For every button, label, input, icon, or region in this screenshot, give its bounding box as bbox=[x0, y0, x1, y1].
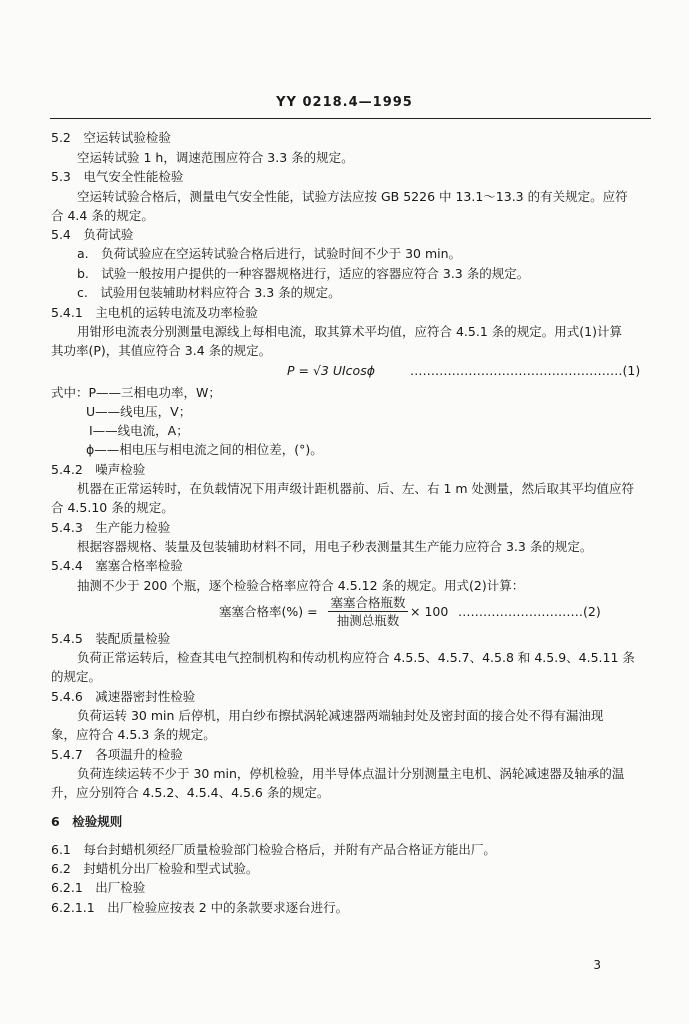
section-heading: 5.4 负荷试验 bbox=[51, 227, 134, 242]
variable-definition: ϕ——相电压与相电流之间的相位差，(°)。 bbox=[86, 442, 323, 457]
paragraph-line: 空运转试验合格后，测量电气安全性能，试验方法应按 GB 5226 中 13.1～13.3 的有关规定。应符 bbox=[77, 189, 628, 204]
paragraph-line: 象，应符合 4.5.3 条的规定。 bbox=[51, 727, 216, 742]
paragraph-line: 6.2.1.1 出厂检验应按表 2 中的条款要求逐台进行。 bbox=[51, 900, 349, 915]
variable-definition: I——线电流，A； bbox=[89, 423, 189, 438]
fraction-bar bbox=[328, 611, 408, 612]
paragraph-line: 的规定。 bbox=[51, 669, 102, 684]
page-header: YY 0218.4—1995 bbox=[276, 95, 413, 110]
paragraph-line: 机器在正常运转时，在负载情况下用声级计距机器前、后、左、右 1 m 处测量，然后取其平均值应符 bbox=[77, 481, 635, 496]
chapter-heading: 6 检验规则 bbox=[51, 814, 123, 829]
equation-1: P = √3 UIcosϕ bbox=[287, 363, 375, 378]
paragraph-line: 抽测不少于 200 个瓶，逐个检验合格率应符合 4.5.12 条的规定。用式(2)计算： bbox=[77, 578, 525, 593]
paragraph-line: 负荷运转 30 min 后停机，用白纱布擦拭涡轮减速器两端轴封处及密封面的接合处不得有漏油现 bbox=[77, 708, 604, 723]
section-heading: 5.4.7 各项温升的检验 bbox=[51, 747, 183, 762]
section-heading: 5.4.1 主电机的运转电流及功率检验 bbox=[51, 305, 258, 320]
page-number: 3 bbox=[593, 958, 601, 972]
variable-definition: U——线电压，V； bbox=[86, 404, 192, 419]
paragraph-line: 其功率(P)，其值应符合 3.4 条的规定。 bbox=[51, 343, 272, 358]
equation-2-rhs: × 100 bbox=[410, 604, 449, 619]
section-heading: 5.4.3 生产能力检验 bbox=[51, 520, 171, 535]
section-heading: 5.3 电气安全性能检验 bbox=[51, 169, 184, 184]
paragraph-line: 空运转试验 1 h，调速范围应符合 3.3 条的规定。 bbox=[77, 150, 354, 165]
paragraph-line: 合 4.5.10 条的规定。 bbox=[51, 500, 174, 515]
section-heading: 5.4.5 装配质量检验 bbox=[51, 631, 171, 646]
equation-2-tag: …………………………(2) bbox=[458, 604, 601, 619]
paragraph-line: 用钳形电流表分别测量电源线上每相电流，取其算术平均值，应符合 4.5.1 条的规定。用式(1)计算 bbox=[77, 324, 622, 339]
list-item: a. 负荷试验应在空运转试验合格后进行，试验时间不少于 30 min。 bbox=[77, 246, 462, 261]
section-heading: 5.4.6 减速器密封性检验 bbox=[51, 689, 196, 704]
section-heading: 5.2 空运转试验检验 bbox=[51, 130, 171, 145]
variable-definition: 式中：P——三相电功率，W； bbox=[51, 385, 221, 400]
paragraph-line: 负荷正常运转后，检查其电气控制机构和传动机构应符合 4.5.5、4.5.7、4.5.8 和 4.5.9、4.5.11 条 bbox=[77, 650, 635, 665]
section-heading: 5.4.4 塞塞合格率检验 bbox=[51, 558, 183, 573]
list-item: c. 试验用包装辅助材料应符合 3.3 条的规定。 bbox=[77, 285, 341, 300]
paragraph-line: 负荷连续运转不少于 30 min，停机检验，用半导体点温计分别测量主电机、涡轮减速器及轴承的温 bbox=[77, 766, 625, 781]
section-heading: 6.2.1 出厂检验 bbox=[51, 880, 146, 895]
paragraph-line: 根据容器规格、装量及包装辅助材料不同，用电子秒表测量其生产能力应符合 3.3 条的规定。 bbox=[77, 539, 593, 554]
equation-2-denominator: 抽测总瓶数 bbox=[336, 613, 400, 628]
paragraph-line: 升，应分别符合 4.5.2、4.5.4、4.5.6 条的规定。 bbox=[51, 785, 330, 800]
paragraph-line: 6.1 每台封蜡机须经厂质量检验部门检验合格后，并附有产品合格证方能出厂。 bbox=[51, 842, 496, 857]
paragraph-line: 6.2 封蜡机分出厂检验和型式试验。 bbox=[51, 861, 259, 876]
paragraph-line: 合 4.4 条的规定。 bbox=[51, 208, 154, 223]
header-rule bbox=[50, 118, 651, 119]
section-heading: 5.4.2 噪声检验 bbox=[51, 462, 146, 477]
list-item: b. 试验一般按用户提供的一种容器规格进行，适应的容器应符合 3.3 条的规定。 bbox=[77, 266, 530, 281]
equation-1-tag: ……………………………………………(1) bbox=[410, 363, 641, 378]
equation-2-lhs: 塞塞合格率(%) = bbox=[219, 604, 318, 619]
equation-2-numerator: 塞塞合格瓶数 bbox=[330, 595, 406, 610]
